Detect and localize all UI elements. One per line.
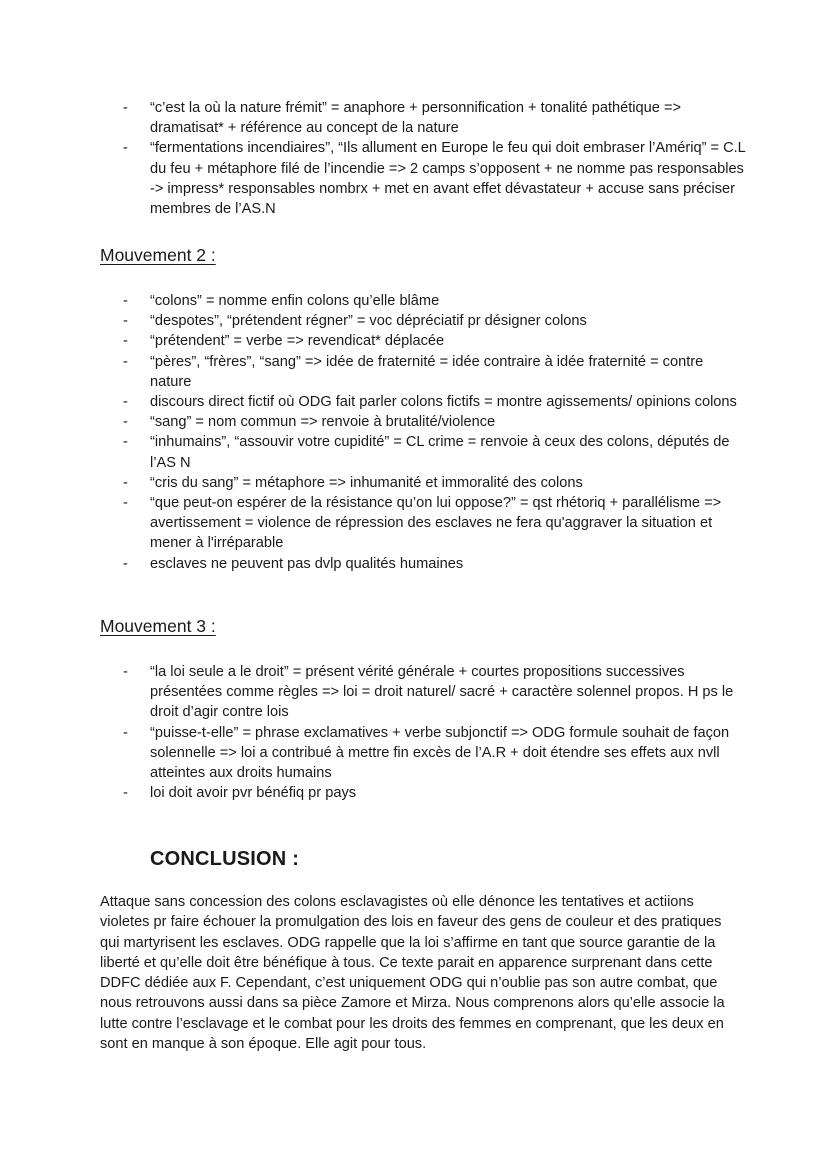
bullet-dash: - [123,495,128,512]
bullet-dash: - [123,313,128,330]
bullet-dash: - [123,414,128,431]
list-item [0,473,828,493]
bullet-dash: - [123,724,128,741]
list-item-text: “colons” = nomme enfin colons qu’elle blâme [150,293,440,309]
bullet-dash: - [123,100,128,116]
list-item-text: “pères”, “frères”, “sang” => idée de fraternité = idée contraire à idée fraternité = contre nature [150,353,704,390]
list-item [0,311,828,331]
list-item-text: “cris du sang” = métaphore => inhumanité et immoralité des colons [150,474,583,491]
conclusion-title: CONCLUSION : [150,848,300,870]
list-item [0,493,828,554]
bullet-dash: - [123,293,128,309]
list-item [0,352,828,392]
bullet-dash: - [123,394,128,411]
mouvement-3-heading: Mouvement 3 : [100,616,216,636]
list-item [0,392,828,412]
list-item [0,98,828,138]
list-item-text: “inhumains”, “assouvir votre cupidité” = CL crime = renvoie à ceux des colons, députés de l’AS N [150,434,730,471]
bullet-dash: - [123,353,128,370]
list-item-text: “que peut-on espérer de la résistance qu’on lui oppose?” = qst rhétoriq + parallélisme => avertissement = violence de répression des esclaves ne fera qu'aggraver la situation et mener à l'irréparable [150,495,722,552]
mouvement-2-bullet-list [0,291,828,574]
list-item-text: “prétendent” = verbe => revendicat* déplacée [150,333,445,350]
list-item [0,554,828,574]
list-item [0,412,828,432]
bullet-dash: - [123,333,128,350]
list-item-text: “despotes”, “prétendent régner” = voc dépréciatif pr désigner colons [150,313,587,330]
list-item-text: loi doit avoir pvr bénéfiq pr pays [150,785,357,802]
list-item [0,138,828,219]
list-item-text: discours direct fictif où ODG fait parler colons fictifs = montre agissements/ opinions colons [150,394,737,411]
list-item-text: “fermentations incendiaires”, “Ils allument en Europe le feu qui doit embraser l’Amériq” = C.L du feu + métaphore filé de l’incendie => 2 camps s’opposent + ne nomme pas responsables -> impress* responsables nombrx + met en avant effet dévastateur + accuse sans préciser membres de l’AS.N [150,140,746,218]
list-item [0,723,828,784]
bullet-dash: - [123,664,128,680]
list-item-text: “puisse-t-elle” = phrase exclamatives + verbe subjonctif => ODG formule souhait de façon solennelle => loi a contribué à mettre fin excès de l’A.R + doit étendre ses effets aux nvll atteintes aux droits humains [150,724,730,782]
list-item [0,432,828,472]
list-item-text: esclaves ne peuvent pas dvlp qualités humaines [150,555,464,572]
bullet-dash: - [123,785,128,802]
mouvement-2-heading: Mouvement 2 : [100,245,216,265]
list-item [0,783,828,803]
conclusion-paragraph: Attaque sans concession des colons esclavagistes où elle dénonce les tentatives et actiions violetes pr faire échouer la promulgation des lois en faveur des gens de couleur et des pratiques qui martyrisent les esclaves. ODG rappelle que la loi s’affirme en tant que source garantie de la liberté et qu’elle doit être bénéfique à tous. Ce texte parait en apparence surprenant dans cette DDFC dédiée aux F. Cependant, c’est uniquement ODG qui n’oublie pas son autre combat, que nous retrouvons aussi dans sa pièce Zamore et Mirza. Nous comprenons alors qu’elle associe la lutte contre l’esclavage et le combat pour les droits des femmes en comprenant, que les deux en sont en manque à son époque. Elle agit pour tous. [100,894,725,1053]
bullet-dash: - [123,434,128,451]
bullet-dash: - [123,474,128,491]
top-bullet-list [0,98,828,219]
mouvement-3-bullet-list [0,662,828,803]
list-item-text: “sang” = nom commun => renvoie à brutalité/violence [150,414,496,431]
list-item-text: “c’est la où la nature frémit” = anaphore + personnification + tonalité pathétique => dramatisat* + référence au concept de la nature [150,100,681,137]
list-item [0,291,828,311]
list-item-text: “la loi seule a le droit” = présent vérité générale + courtes propositions successives présentées comme règles => loi = droit naturel/ sacré + caractère solennel propos. H ps le droit d’agir contre lois [150,664,734,721]
list-item [0,331,828,351]
list-item [0,662,828,723]
bullet-dash: - [123,555,128,572]
bullet-dash: - [123,140,128,157]
